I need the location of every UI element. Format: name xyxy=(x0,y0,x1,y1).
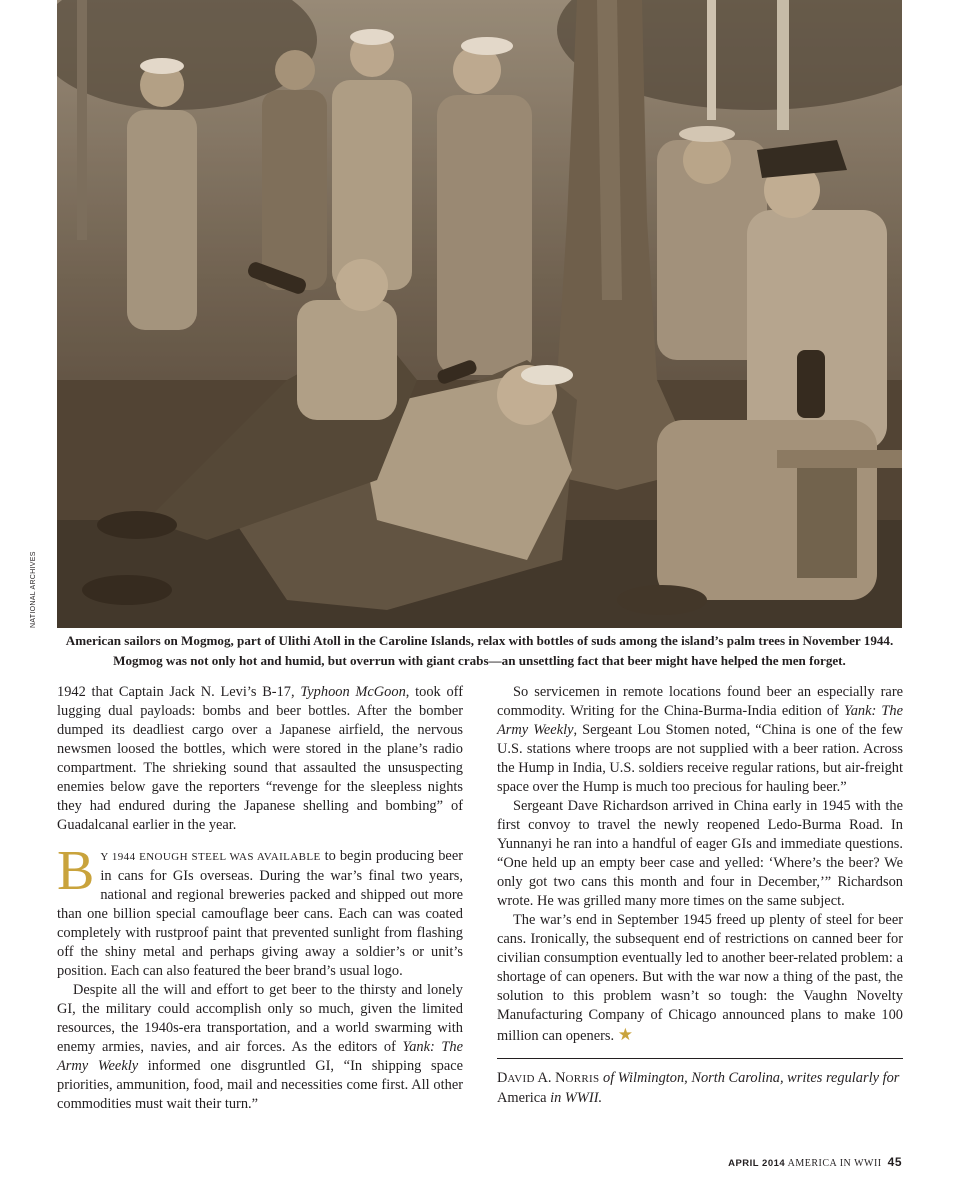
page-footer xyxy=(728,1155,902,1169)
issue-date: APRIL 2014 xyxy=(728,1158,786,1169)
end-mark-star-icon: ★ xyxy=(617,1025,633,1044)
right-column xyxy=(497,683,903,1108)
paragraph: Sergeant Dave Richardson arrived in China early in 1945 with the first convoy to travel the newly reopened Ledo-Burma Road. In Yunnanyi he ran into a handful of eager GIs and immediate questions. “One held up an empty beer case and yelled: ‘Where’s the beer? We only got two cans this month and four in December,’” Richardson wrote. He was grilled many more times on the same subject. xyxy=(497,798,903,909)
left-column xyxy=(57,683,463,1114)
page-number: 45 xyxy=(887,1155,902,1169)
caption-line-1: American sailors on Mogmog, part of Ulithi Atoll in the Caroline Islands, relax with bottles of suds among the island’s palm trees in November 1944. xyxy=(65,633,894,648)
section-opening-paragraph: B Y 1944 ENOUGH STEEL WAS AVAILABLE to begin producing beer in cans for GIs overseas. During the war’s final two years, national and regional breweries packed and shipped out more than one billion special camouflage beer cans. Each can was coated completely with rustproof paint that prevented sunlight from flashing off the shiny metal and perhaps giving away a soldier’s or unit’s position. Each can also featured the beer brand’s usual logo. xyxy=(57,840,463,979)
article-photo xyxy=(57,0,902,628)
magazine-name: AMERICA IN WWII xyxy=(787,1158,882,1169)
paragraph: So servicemen in remote locations found beer an especially rare commodity. Writing for the China-Burma-India edition of Yank: The Army Weekly, Sergeant Lou Stomen noted, “China is one of the few U.S. stations where troops are not supplied with a beer ration. Across the Hump in India, U.S. soldiers receive regular rations, but air-freight space over the Hump is much too precious for hauling beer.” xyxy=(497,684,903,795)
caption-line-2: Mogmog was not only hot and humid, but overrun with giant crabs—an unsettling fact that beer might have helped the men forget. xyxy=(113,653,846,668)
paragraph: 1942 that Captain Jack N. Levi’s B-17, Typhoon McGoon, took off lugging dual payloads: bombs and beer bottles. After the bomber dumped its deadliest cargo over a Japanese airfield, the nervous newsmen loosed the bottles, which were stored in the plane’s radio compartment. The shrieking sound that assaulted the unsuspecting enemies below gave the reporters “revenge for the sleepless nights they had endured during the Japanese shelling and bombing” of Guadalcanal earlier in the year. xyxy=(57,684,464,833)
drop-cap: B xyxy=(57,840,95,902)
author-bio: DAVID A. NORRIS of Wilmington, North Carolina, writes regularly for America in WWII. xyxy=(497,1058,903,1108)
paragraph: The war’s end in September 1945 freed up plenty of steel for beer cans. Ironically, the subsequent end of restrictions on canned beer for civilian consumption eventually led to another beer-related problem: a shortage of can openers. But with the war now a thing of the past, the solution to this problem wasn’t so tough: the Vaughn Novelty Manufacturing Company of Chicago announced plans to make 100 million can openers. ★ xyxy=(497,912,903,1044)
photo-credit: NATIONAL ARCHIVES xyxy=(30,551,37,628)
photo-caption xyxy=(57,631,902,671)
paragraph: Despite all the will and effort to get beer to the thirsty and lonely GI, the military could accomplish only so much, given the limited resources, the 1940s-era transportation, and a world swarming with enemy armies, navies, and air forces. As the editors of Yank: The Army Weekly informed one disgruntled GI, “In shipping space priorities, ammunition, food, mail and necessities come first. All other commodities must wait their turn.” xyxy=(57,982,464,1112)
sailors-photo-illustration xyxy=(57,0,902,628)
